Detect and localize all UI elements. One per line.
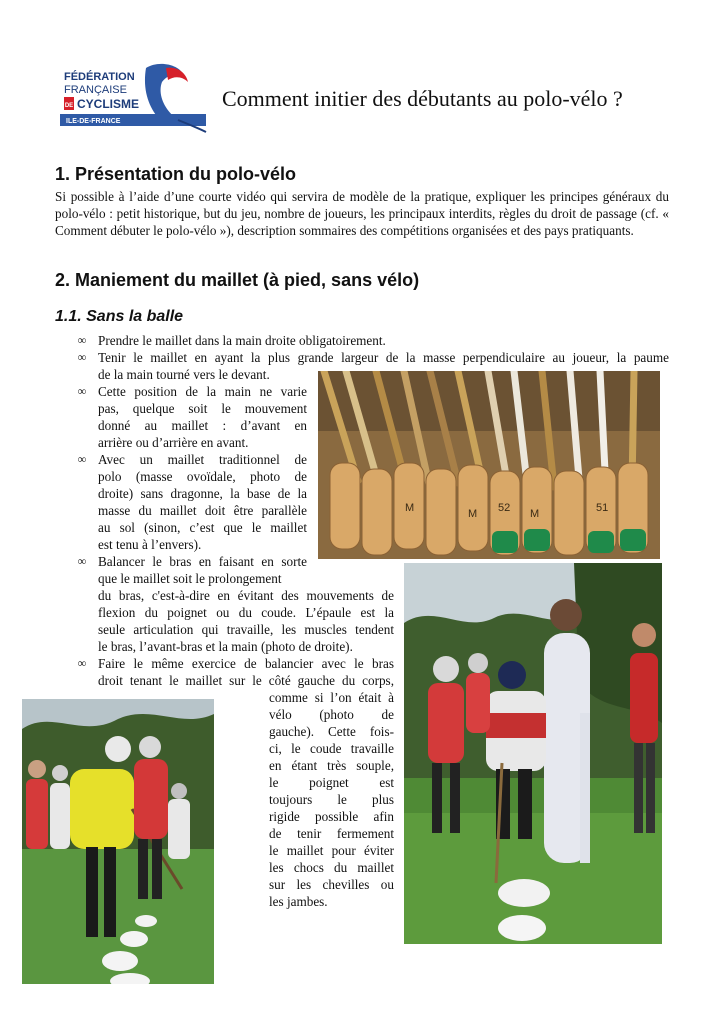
bullet-4-line: au sol (sinon, c’est que le maillet [98, 520, 307, 535]
mallet-label: M [405, 502, 415, 514]
bullet-3-line: donné au maillet : d’avant en [98, 418, 307, 433]
bullet-4-line: est tenu à l’envers). [98, 537, 202, 552]
bullet-5-line: seule articulation qui travaille, les muscles tendent [98, 622, 394, 637]
bullet-5-line: que le maillet soit le prolongement [98, 571, 282, 586]
bullet-marker: ∞ [77, 656, 87, 670]
bullet-6-line: Faire le même exercice de balancier avec le bras [98, 656, 394, 671]
bullet-5-bottom [98, 587, 394, 655]
bullet-6-line: droit tenant le maillet sur le côté gauche du corps, [98, 673, 394, 688]
bullet-5-line: flexion du poignet ou du coude. L’épaule est la [98, 605, 394, 620]
bullet-2-line: Tenir le maillet en ayant la plus grande largeur de la masse perpendiculaire au joueur, la paume [98, 350, 669, 365]
training-photo-right-graphic [404, 563, 662, 944]
bullet-6-line: gauche). Cette fois- [269, 724, 394, 739]
bullet-marker: ∞ [77, 333, 87, 347]
ffc-logo [58, 62, 210, 134]
bullet-6-line: ci, le coude travaille [269, 741, 394, 756]
bullet-5-line: le bras, l’avant-bras et la main (photo de droite). [98, 639, 353, 654]
bullet-6-line: les chocs du maillet [269, 860, 394, 875]
document-title: Comment initier des débutants au polo-vélo ? [222, 86, 623, 111]
bullet-6-line: de tenir fermement [269, 826, 394, 841]
training-photo-right [404, 563, 662, 944]
bullet-3-line: pas, quelque soit le mouvement [98, 401, 307, 416]
training-photo-left [22, 699, 214, 984]
mallet-label: M [530, 508, 540, 520]
bullet-6-line: le maillet pour éviter [269, 843, 394, 858]
logo-de: DE [64, 103, 74, 109]
mallet-label: 52 [498, 502, 511, 514]
bullet-5-line: du bras, c'est-à-dire en évitant des mouvements de [98, 588, 394, 603]
section1-heading: 1. Présentation du polo-vélo [55, 164, 297, 184]
bullet-6-line: comme si l’on était à [269, 690, 394, 705]
bullet-4-line: masse du maillet doit être parallèle [98, 503, 307, 518]
bullet-4-line: polo (masse ovoïdale, photo de [98, 469, 307, 484]
section1-paragraph: Si possible à l’aide d’une courte vidéo qui servira de modèle de la pratique, expliquer les principes généraux du polo-vélo : petit historique, but du jeu, nombre de joueurs, les principaux interdits, règles du droit de passage (cf. « Comment débuter le polo-vélo »), description sommaires des compétitions organisées et des pays pratiquants. [55, 189, 669, 238]
logo-line1: FÉDÉRATION [64, 71, 135, 83]
section2-heading: 2. Maniement du maillet (à pied, sans vélo) [55, 270, 420, 290]
bullet-3-line: Cette position de la main ne varie [98, 384, 307, 399]
bullet-3-line: arrière ou d’arrière en avant. [98, 435, 249, 450]
bullet-4 [98, 451, 307, 553]
bullet-5-top [98, 553, 307, 587]
section2-subheading: 1.1. Sans la balle [55, 308, 184, 325]
bullet-marker: ∞ [77, 350, 87, 364]
bullet-6-line: le poignet est [269, 775, 394, 790]
bullet-4-line: droite) sans dragonne, la base de la [98, 486, 307, 501]
bullet-3 [98, 383, 307, 451]
mallet-label: M [468, 508, 478, 520]
mallets-photo [318, 371, 660, 559]
bullet-marker: ∞ [77, 384, 87, 398]
bullet-6-line: en étant très souple, [269, 758, 394, 773]
logo-line2: FRANÇAISE [64, 84, 127, 96]
bullet-1: Prendre le maillet dans la main droite obligatoirement. [98, 333, 386, 348]
bullet-marker: ∞ [77, 554, 87, 568]
bullet-4-line: Avec un maillet traditionnel de [98, 452, 307, 467]
logo-line3: CYCLISME [77, 97, 140, 111]
mallet-label: 51 [596, 502, 609, 514]
bullet-6-line: toujours le plus [269, 792, 394, 807]
logo-region: ILE-DE-FRANCE [66, 118, 121, 125]
training-photo-left-graphic [22, 699, 214, 984]
bullet-2-line: de la main tourné vers le devant. [98, 367, 270, 382]
bullet-6-line: rigide possible afin [269, 809, 394, 824]
bullet-5-line: Balancer le bras en faisant en sorte [98, 554, 307, 569]
bullet-marker: ∞ [77, 452, 87, 466]
logo-red-mark [166, 68, 188, 82]
bullet-6-line: les jambes. [269, 894, 328, 909]
mallets-photo-graphic [318, 371, 660, 559]
bullet-6-line: vélo (photo de [269, 707, 394, 722]
bullet-6 [98, 655, 394, 689]
bullet-6-continued [269, 689, 394, 910]
bullet-6-line: sur les chevilles ou [269, 877, 394, 892]
ffc-logo-graphic [58, 62, 210, 134]
